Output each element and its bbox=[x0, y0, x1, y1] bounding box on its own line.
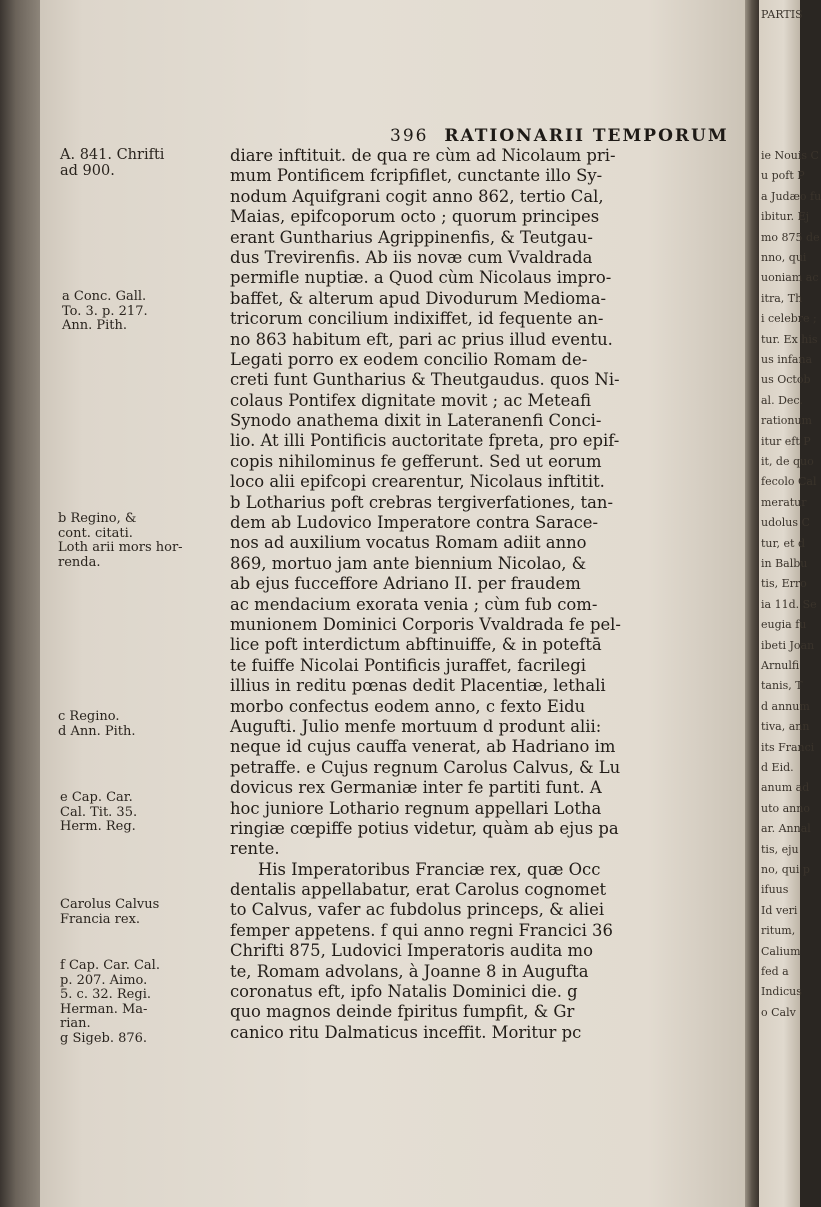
text-line: ac mendacium exorata venia ; cùm fub com- bbox=[230, 594, 598, 614]
text-line: 869, mortuo jam ante biennium Nicolao, & bbox=[230, 553, 587, 573]
facing-page-fragment: ifuus bbox=[761, 883, 789, 897]
facing-page-fragment: it, de quo bbox=[761, 455, 814, 468]
running-title: RATIONARII TEMPORUM bbox=[444, 126, 729, 146]
margin-note-line: c Regino. bbox=[58, 709, 120, 724]
facing-page-fragment: i celebre ; bbox=[761, 312, 817, 326]
text-line: to Calvus, vafer ac fubdolus princeps, & aliei bbox=[230, 900, 605, 920]
text-line: ringiæ cœpiffe potius videtur, quàm ab ejus pa bbox=[230, 818, 619, 838]
text-line: permifle nuptiæ. a Quod cùm Nicolaus impro- bbox=[230, 268, 612, 288]
margin-note-line: Francia rex. bbox=[60, 911, 141, 927]
facing-page-fragment: d Eid. bbox=[761, 761, 794, 774]
margin-note-line: d Ann. Pith. bbox=[58, 723, 136, 739]
margin-note-line: Ann. Pith. bbox=[62, 318, 128, 333]
text-line: Legati porro ex eodem concilio Romam de- bbox=[230, 349, 588, 369]
facing-page-fragment: uoniam ac bbox=[761, 271, 819, 285]
facing-page-fragment: ritum, bbox=[761, 924, 796, 938]
facing-page-fragment: Id veri bbox=[761, 903, 798, 917]
margin-note-line: g Sigeb. 876. bbox=[60, 1030, 148, 1046]
book-gutter bbox=[745, 0, 759, 1207]
facing-page-fragment: anum ad bbox=[761, 781, 810, 795]
margin-note-line: Carolus Calvus bbox=[60, 897, 160, 912]
text-line: b Lotharius poft crebras tergiverfationes, tan- bbox=[230, 492, 614, 512]
facing-page-fragment: Arnulfi bbox=[761, 659, 800, 672]
text-line: tricorum concilium indixiffet, id fequente an- bbox=[230, 309, 604, 329]
facing-page-fragment: ibitur. Ej bbox=[761, 210, 810, 224]
facing-page-fragment: us Octob bbox=[761, 373, 811, 387]
text-line: Synodo anathema dixit in Lateranenfi Conci- bbox=[230, 411, 602, 431]
facing-page-fragment: itra, Th bbox=[761, 291, 803, 305]
facing-page-fragment: eugia fu bbox=[761, 618, 807, 632]
page-number: 396 bbox=[390, 126, 429, 146]
margin-note-line: Herman. Ma- bbox=[60, 1001, 148, 1017]
text-line: nos ad auxilium vocatus Romam adiit anno bbox=[230, 533, 587, 553]
margin-note-line: a Conc. Gall. bbox=[62, 289, 147, 304]
facing-page-fragment: meratur bbox=[761, 495, 807, 509]
facing-page-fragment: rationum bbox=[761, 414, 812, 428]
facing-page-fragment: d annum bbox=[761, 699, 810, 713]
text-line: mum Pontificem fcripfiflet, cunctante illo Sy- bbox=[230, 166, 603, 186]
text-line: illius in reditu pœnas dedit Placentiæ, lethali bbox=[230, 676, 606, 696]
margin-note-line: Loth arii mors hor- bbox=[58, 540, 183, 555]
facing-page-fragment: Calium bbox=[761, 944, 801, 958]
facing-page-fragment: al. Dec. bbox=[761, 393, 804, 407]
text-line: dovicus rex Germaniæ inter fe partiti funt. A bbox=[230, 778, 602, 798]
facing-page-fragment: u poft P bbox=[761, 169, 805, 183]
text-line: His Imperatoribus Franciæ rex, quæ Occ bbox=[258, 859, 601, 879]
text-line: canico ritu Dalmaticus inceffit. Moritur pc bbox=[230, 1022, 582, 1042]
margin-note-line: A. 841. Chrifti bbox=[60, 147, 165, 163]
facing-page-fragment: tis, Erro bbox=[761, 577, 807, 591]
margin-note-line: Herm. Reg. bbox=[60, 819, 136, 834]
text-line: ab ejus fucceffore Adriano II. per fraudem bbox=[230, 574, 581, 594]
text-line: quo magnos deinde fpiritus fumpfit, & Gr bbox=[230, 1002, 575, 1022]
facing-page-header: PARTIS bbox=[761, 8, 803, 21]
text-line: lice poft interdictum abftinuiffe, & in poteftā bbox=[230, 635, 602, 655]
text-line: munionem Dominici Corporis Vvaldrada fe pel- bbox=[230, 614, 621, 634]
text-line: te fuiffe Nicolai Pontificis juraffet, facrilegi bbox=[230, 655, 586, 675]
text-line: rente. bbox=[230, 839, 280, 859]
text-line: hoc juniore Lothario regnum appellari Lotha bbox=[230, 798, 602, 818]
text-line: diare inftituit. de qua re cùm ad Nicolaum pri- bbox=[230, 146, 616, 165]
facing-page-fragment: fecolo Cal bbox=[761, 475, 817, 489]
facing-page-fragment: no, qui p bbox=[761, 863, 810, 876]
margin-note-c-d bbox=[58, 710, 136, 739]
margin-note-line: f Cap. Car. Cal. bbox=[60, 958, 160, 973]
facing-page-fragment: in Balbu bbox=[761, 557, 808, 570]
facing-page-fragment: tis, eju bbox=[761, 842, 799, 856]
text-line: no 863 habitum eft, pari ac prius illud eventu. bbox=[230, 329, 613, 349]
text-line: copis nihilominus fe gefferunt. Sed ut eorum bbox=[230, 451, 602, 471]
facing-page-fragment: its Franci bbox=[761, 740, 815, 754]
text-line: nodum Aquifgrani cogit anno 862, tertio Cal, bbox=[230, 186, 604, 206]
facing-page-fragment: ie Nouis C bbox=[761, 149, 819, 162]
text-line: petraffe. e Cujus regnum Carolus Calvus, & Lu bbox=[230, 757, 621, 777]
facing-page-fragment: us infana bbox=[761, 353, 813, 366]
margin-note-line: To. 3. p. 217. bbox=[62, 303, 148, 319]
facing-page-fragment: uto anno bbox=[761, 801, 810, 815]
facing-page-fragment: a Judæo fu bbox=[761, 189, 821, 203]
facing-page-fragment: ar. Annal bbox=[761, 822, 811, 836]
margin-note-f-g bbox=[60, 959, 160, 1046]
margin-note-b bbox=[58, 512, 183, 570]
margin-note-line: Cal. Tit. 35. bbox=[60, 804, 138, 820]
margin-note-line: ad 900. bbox=[60, 163, 115, 179]
text-line: Augufti. Julio menfe mortuum d produnt alii: bbox=[230, 716, 602, 736]
text-line: dus Trevirenfis. Ab iis novæ cum Vvaldrada bbox=[230, 247, 593, 267]
facing-page bbox=[759, 0, 821, 1207]
text-line: creti funt Guntharius & Theutgaudus. quos Ni- bbox=[230, 370, 620, 390]
text-line: femper appetens. f qui anno regni Francici 36 bbox=[230, 920, 613, 940]
text-line: loco alii epifcopi crearentur, Nicolaus inftitit. bbox=[230, 472, 605, 492]
text-line: neque id cujus cauffa venerat, ab Hadriano im bbox=[230, 737, 616, 757]
text-line: dem ab Ludovico Imperatore contra Sarace- bbox=[230, 513, 599, 533]
margin-note-line: rian. bbox=[60, 1016, 91, 1031]
text-line: lio. At illi Pontificis auctoritate fpreta, pro epif- bbox=[230, 431, 620, 451]
facing-page-fragment: tur. Ex his bbox=[761, 332, 818, 346]
margin-note-a bbox=[62, 290, 148, 334]
facing-page-fragment: tanis, T bbox=[761, 679, 803, 693]
facing-page-fragment: mo 875 de bbox=[761, 230, 820, 244]
margin-note-line: e Cap. Car. bbox=[60, 790, 133, 805]
margin-note-line: 5. c. 32. Regi. bbox=[60, 987, 151, 1002]
text-line: te, Romam advolans, à Joanne 8 in Augufta bbox=[230, 961, 589, 981]
margin-note-line: renda. bbox=[58, 554, 101, 570]
book-left-edge bbox=[0, 0, 40, 1207]
facing-page-fragment: fed a bbox=[761, 965, 789, 978]
margin-note-line: cont. citati. bbox=[58, 525, 133, 541]
margin-note-e bbox=[60, 791, 137, 835]
facing-page-fragment: o Calv bbox=[761, 1005, 796, 1019]
facing-page-fragment: tiva, ann bbox=[761, 720, 810, 734]
main-text-column bbox=[230, 146, 750, 1043]
margin-note-line: b Regino, & bbox=[58, 511, 137, 526]
facing-page-fragment: itur eft P bbox=[761, 434, 811, 448]
text-line: colaus Pontifex dignitate movit ; ac Meteafi bbox=[230, 390, 592, 410]
text-line: Maias, epifcoporum octo ; quorum principes bbox=[230, 207, 600, 227]
text-line: baffet, & alterum apud Divodurum Medioma- bbox=[230, 288, 607, 308]
text-line: coronatus eft, ipfo Natalis Dominici die. g bbox=[230, 982, 578, 1002]
facing-page-fragment: Indicus bbox=[761, 985, 802, 999]
text-line: Chrifti 875, Ludovici Imperatoris audita mo bbox=[230, 941, 593, 961]
facing-page-fragment: udolus C bbox=[761, 516, 810, 530]
facing-page-fragment: tur, et d bbox=[761, 536, 806, 550]
facing-page-fragment: ibeti Joan bbox=[761, 638, 815, 652]
text-line: morbo confectus eodem anno, c fexto Eidu bbox=[230, 696, 586, 716]
text-line: dentalis appellabatur, erat Carolus cognomet bbox=[230, 880, 607, 900]
margin-note-carolus-calvus bbox=[60, 898, 159, 927]
facing-page-fragment: ia 11d. Se bbox=[761, 597, 817, 611]
text-line: erant Guntharius Agrippinenfis, & Teutgau- bbox=[230, 227, 593, 247]
facing-page-fragment: nno, qui bbox=[761, 251, 807, 264]
margin-note-line: p. 207. Aimo. bbox=[60, 972, 148, 988]
margin-note-year bbox=[60, 147, 164, 179]
